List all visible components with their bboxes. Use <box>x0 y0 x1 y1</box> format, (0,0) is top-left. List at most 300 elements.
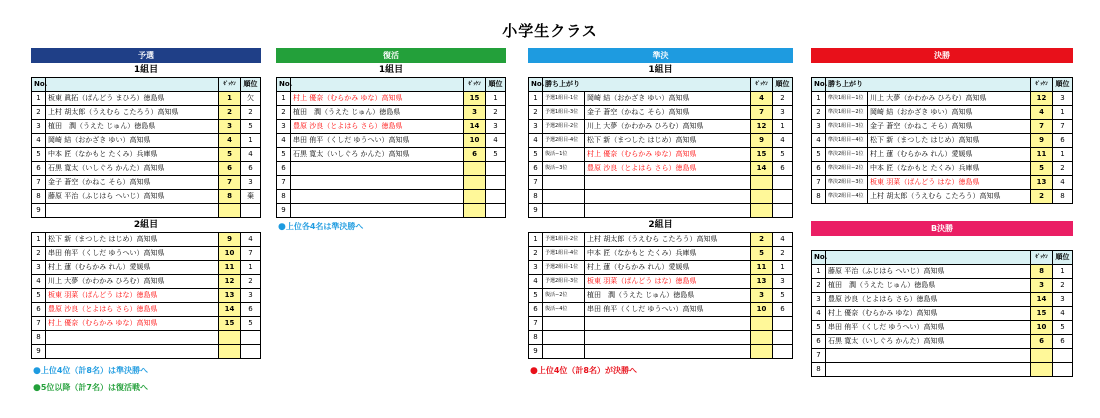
athlete-name: 上村 胡太郎（うえむら こたろう）高知県 <box>46 106 219 120</box>
row-source: 復活−1位 <box>543 148 585 162</box>
rank-cell: 5 <box>486 148 506 162</box>
rank-cell <box>773 317 793 331</box>
bib-number: 8 <box>219 190 241 204</box>
page-title: 小学生クラス <box>502 22 598 40</box>
row-number: 8 <box>529 190 543 204</box>
rank-cell: 2 <box>486 106 506 120</box>
row-number: 7 <box>32 317 46 331</box>
bib-number: 3 <box>751 289 773 303</box>
rank-cell <box>773 331 793 345</box>
row-number: 7 <box>812 349 826 363</box>
rank-cell: 3 <box>773 106 793 120</box>
athlete-name: 中本 匠（なかもと たくみ）兵庫県 <box>46 148 219 162</box>
athlete-name <box>585 317 751 331</box>
col-bib: ｾﾞｯｹﾝ <box>219 78 241 92</box>
kessho-column <box>811 48 1073 204</box>
row-number: 4 <box>529 134 543 148</box>
bib-number: 10 <box>751 303 773 317</box>
athlete-name: 板東 羽菜（ばんどう はな）徳島県 <box>868 176 1031 190</box>
table-row <box>32 247 261 261</box>
table-row <box>32 204 261 218</box>
table-row <box>529 190 793 204</box>
col-bib: ｾﾞｯｹﾝ <box>464 78 486 92</box>
bib-number: 15 <box>464 92 486 106</box>
table-row <box>529 261 793 275</box>
table-row <box>32 317 261 331</box>
bib-number <box>219 345 241 359</box>
rank-cell: 3 <box>773 275 793 289</box>
table-row <box>529 331 793 345</box>
athlete-name: 板東 眞拓（ばんどう まひろ）徳島県 <box>46 92 219 106</box>
athlete-name: 石黒 寛太（いしぐろ かんた）高知県 <box>826 335 1031 349</box>
athlete-name: 植田 潤（うえた じゅん）徳島県 <box>585 289 751 303</box>
row-source: 準決2組目−4位 <box>826 190 868 204</box>
rank-cell: 2 <box>1053 162 1073 176</box>
athlete-name: 上村 胡太郎（うえむら こたろう）高知県 <box>868 190 1031 204</box>
row-source: 準決1組目−2位 <box>826 106 868 120</box>
bib-number <box>219 204 241 218</box>
table-row <box>529 162 793 176</box>
athlete-name: 村上 優奈（むらかみ ゆな）高知県 <box>826 307 1031 321</box>
rank-cell: 6 <box>1053 134 1073 148</box>
row-source: 復活−4位 <box>543 303 585 317</box>
table-row <box>32 134 261 148</box>
athlete-name: 岡崎 結（おかざき ゆい）高知県 <box>46 134 219 148</box>
row-source: 予選2組目-1位 <box>543 261 585 275</box>
row-source: 復活−3位 <box>543 162 585 176</box>
table-row <box>812 92 1073 106</box>
bib-number: 12 <box>1031 92 1053 106</box>
athlete-name: 松下 新（まつした はじめ）高知県 <box>868 134 1031 148</box>
yosen-column <box>31 48 261 359</box>
col-no: No. <box>812 78 826 92</box>
row-number: 2 <box>32 247 46 261</box>
table-row <box>529 275 793 289</box>
row-source: 準決2組目−2位 <box>826 162 868 176</box>
athlete-name: 串田 侑平（くしだ ゆうへい）高知県 <box>46 247 219 261</box>
bib-number <box>751 317 773 331</box>
rank-cell: 1 <box>241 134 261 148</box>
row-number: 6 <box>529 303 543 317</box>
rank-cell: 1 <box>1053 106 1073 120</box>
row-number: 4 <box>529 275 543 289</box>
table-row <box>529 303 793 317</box>
row-number: 4 <box>812 134 826 148</box>
row-number: 3 <box>812 293 826 307</box>
row-number: 6 <box>277 162 291 176</box>
rank-cell: 7 <box>1053 120 1073 134</box>
rank-cell: 4 <box>773 134 793 148</box>
table-row <box>32 92 261 106</box>
rank-cell: 4 <box>241 148 261 162</box>
rank-cell: 2 <box>241 275 261 289</box>
rank-cell: 6 <box>241 162 261 176</box>
athlete-name: 石黒 寛太（いしぐろ かんた）高知県 <box>291 148 464 162</box>
row-number: 4 <box>812 307 826 321</box>
rank-cell: 8 <box>1053 190 1073 204</box>
row-number: 8 <box>277 190 291 204</box>
athlete-name <box>585 190 751 204</box>
row-source <box>543 317 585 331</box>
athlete-name <box>291 204 464 218</box>
bib-number: 9 <box>219 233 241 247</box>
athlete-name: 植田 潤（うえた じゅん）徳島県 <box>46 120 219 134</box>
rank-cell: 1 <box>486 92 506 106</box>
athlete-name: 植田 潤（うえた じゅん）徳島県 <box>291 106 464 120</box>
row-number: 3 <box>529 261 543 275</box>
row-source: 予選1組目-3位 <box>543 106 585 120</box>
athlete-name: 金子 蒼空（かねこ そら）高知県 <box>868 120 1031 134</box>
bib-number <box>464 176 486 190</box>
bib-number: 11 <box>1031 148 1053 162</box>
bib-number: 11 <box>219 261 241 275</box>
row-number: 8 <box>812 363 826 377</box>
bib-number: 10 <box>219 247 241 261</box>
row-number: 8 <box>32 190 46 204</box>
row-source: 予選2組目-4位 <box>543 134 585 148</box>
row-number: 9 <box>529 345 543 359</box>
yosen-note-1: ●上位4位（計8名）は準決勝へ <box>33 366 148 376</box>
table-row <box>277 120 506 134</box>
rank-cell: 4 <box>773 233 793 247</box>
bib-number <box>219 331 241 345</box>
row-number: 2 <box>277 106 291 120</box>
bib-number: 11 <box>751 261 773 275</box>
table-row <box>812 293 1073 307</box>
bib-number: 3 <box>464 106 486 120</box>
yosen-group1-title: 1組目 <box>133 65 159 75</box>
kessho-header: 決勝 <box>811 48 1073 63</box>
col-rank: 順位 <box>1053 78 1073 92</box>
athlete-name <box>46 204 219 218</box>
table-row <box>529 204 793 218</box>
junkessho-group1-table <box>528 77 793 218</box>
row-number: 3 <box>277 120 291 134</box>
rank-cell: 3 <box>486 120 506 134</box>
table-row <box>277 176 506 190</box>
table-row <box>812 190 1073 204</box>
athlete-name: 金子 蒼空（かねこ そら）高知県 <box>46 176 219 190</box>
col-name <box>826 251 1031 265</box>
table-row <box>32 331 261 345</box>
bib-number: 14 <box>751 162 773 176</box>
bib-number: 14 <box>1031 293 1053 307</box>
table-row <box>529 317 793 331</box>
col-rank: 順位 <box>486 78 506 92</box>
b-kessho-table <box>811 250 1073 377</box>
bib-number: 12 <box>751 120 773 134</box>
bib-number: 5 <box>751 247 773 261</box>
table-row <box>529 134 793 148</box>
yosen-note-2: ●5位以降（計7名）は復活戦へ <box>33 383 148 393</box>
athlete-name <box>826 363 1031 377</box>
bib-number <box>751 331 773 345</box>
rank-cell: 7 <box>241 247 261 261</box>
athlete-name: 板東 羽菜（ばんどう はな）徳島県 <box>585 275 751 289</box>
athlete-name: 村上 蓮（むらかみ れん）愛媛県 <box>46 261 219 275</box>
table-row <box>529 233 793 247</box>
bib-number <box>751 176 773 190</box>
row-number: 2 <box>529 106 543 120</box>
rank-cell: 1 <box>241 261 261 275</box>
row-number: 1 <box>32 233 46 247</box>
athlete-name: 松下 新（まつした はじめ）高知県 <box>46 233 219 247</box>
table-row <box>277 134 506 148</box>
rank-cell: 4 <box>486 134 506 148</box>
table-row <box>32 345 261 359</box>
table-row <box>277 92 506 106</box>
rank-cell: 6 <box>1053 335 1073 349</box>
bib-number: 2 <box>751 233 773 247</box>
row-source: 予選1組目-4位 <box>543 247 585 261</box>
athlete-name: 中本 匠（なかもと たくみ）兵庫県 <box>868 162 1031 176</box>
rank-cell: 3 <box>241 176 261 190</box>
row-number: 1 <box>812 265 826 279</box>
yosen-header: 予選 <box>31 48 261 63</box>
row-number: 5 <box>32 289 46 303</box>
table-row <box>529 106 793 120</box>
bib-number: 3 <box>1031 279 1053 293</box>
table-row <box>32 176 261 190</box>
row-number: 2 <box>529 247 543 261</box>
col-source: 勝ち上がり <box>543 78 751 92</box>
bib-number: 13 <box>1031 176 1053 190</box>
table-row <box>32 120 261 134</box>
athlete-name: 豊原 沙良（とよはら さら）徳島県 <box>826 293 1031 307</box>
row-number: 2 <box>812 106 826 120</box>
rank-cell <box>773 176 793 190</box>
athlete-name: 村上 優奈（むらかみ ゆな）高知県 <box>585 148 751 162</box>
col-name <box>46 78 219 92</box>
col-no: No. <box>277 78 291 92</box>
athlete-name: 村上 優奈（むらかみ ゆな）高知県 <box>46 317 219 331</box>
row-number: 1 <box>529 92 543 106</box>
athlete-name: 金子 蒼空（かねこ そら）高知県 <box>585 106 751 120</box>
table-row <box>277 106 506 120</box>
athlete-name: 岡崎 結（おかざき ゆい）高知県 <box>585 92 751 106</box>
row-source <box>543 176 585 190</box>
rank-cell: 6 <box>241 303 261 317</box>
athlete-name <box>291 176 464 190</box>
rank-cell: 5 <box>773 148 793 162</box>
table-row <box>277 190 506 204</box>
table-row <box>812 148 1073 162</box>
row-source: 予選2組目-3位 <box>543 275 585 289</box>
row-number: 2 <box>812 279 826 293</box>
row-number: 6 <box>812 335 826 349</box>
table-row <box>32 233 261 247</box>
table-row <box>32 162 261 176</box>
row-number: 5 <box>529 148 543 162</box>
row-number: 1 <box>812 92 826 106</box>
row-source <box>543 190 585 204</box>
bib-number: 13 <box>751 275 773 289</box>
rank-cell: 1 <box>773 261 793 275</box>
table-row <box>812 120 1073 134</box>
table-row <box>529 247 793 261</box>
table-row <box>812 363 1073 377</box>
rank-cell: 6 <box>773 303 793 317</box>
rank-cell: 4 <box>1053 176 1073 190</box>
table-row <box>812 279 1073 293</box>
rank-cell <box>241 204 261 218</box>
table-row <box>277 148 506 162</box>
table-row <box>529 176 793 190</box>
rank-cell: 棄 <box>241 190 261 204</box>
col-bib: ｾﾞｯｹﾝ <box>751 78 773 92</box>
bib-number <box>1031 349 1053 363</box>
athlete-name <box>585 176 751 190</box>
rank-cell <box>1053 349 1073 363</box>
rank-cell: 3 <box>241 289 261 303</box>
col-rank: 順位 <box>241 78 261 92</box>
rank-cell <box>773 345 793 359</box>
row-number: 9 <box>277 204 291 218</box>
athlete-name <box>46 345 219 359</box>
row-number: 9 <box>32 204 46 218</box>
athlete-name: 松下 新（まつした はじめ）高知県 <box>585 134 751 148</box>
table-row <box>812 307 1073 321</box>
col-no: No. <box>32 78 46 92</box>
table-row <box>812 106 1073 120</box>
athlete-name: 板東 羽菜（ばんどう はな）徳島県 <box>46 289 219 303</box>
athlete-name: 川上 大夢（かわかみ ひろむ）高知県 <box>46 275 219 289</box>
yosen-group2-title: 2組目 <box>133 220 159 230</box>
bib-number <box>751 190 773 204</box>
yosen-group1-table <box>31 77 261 218</box>
rank-cell <box>241 331 261 345</box>
rank-cell: 4 <box>1053 307 1073 321</box>
rank-cell: 3 <box>1053 92 1073 106</box>
bib-number: 7 <box>219 176 241 190</box>
row-source <box>543 331 585 345</box>
bib-number <box>1031 363 1053 377</box>
athlete-name <box>826 349 1031 363</box>
row-number: 8 <box>32 331 46 345</box>
athlete-name: 串田 侑平（くしだ ゆうへい）高知県 <box>585 303 751 317</box>
table-row <box>812 349 1073 363</box>
rank-cell <box>486 176 506 190</box>
bib-number: 13 <box>219 289 241 303</box>
junkessho-group2-table <box>528 232 793 359</box>
row-number: 7 <box>529 176 543 190</box>
rank-cell: 5 <box>241 317 261 331</box>
row-number: 2 <box>32 106 46 120</box>
row-number: 1 <box>32 92 46 106</box>
athlete-name: 串田 侑平（くしだ ゆうへい）高知県 <box>291 134 464 148</box>
athlete-name: 豊原 沙良（とよはら さら）徳島県 <box>291 120 464 134</box>
table-row <box>812 134 1073 148</box>
row-number: 5 <box>32 148 46 162</box>
table-row <box>277 162 506 176</box>
bib-number: 5 <box>1031 162 1053 176</box>
row-number: 6 <box>812 162 826 176</box>
row-source: 準決1組目−1位 <box>826 92 868 106</box>
rank-cell: 2 <box>773 92 793 106</box>
row-number: 6 <box>32 303 46 317</box>
rank-cell: 2 <box>1053 279 1073 293</box>
table-row <box>812 176 1073 190</box>
row-number: 7 <box>529 317 543 331</box>
bib-number: 15 <box>751 148 773 162</box>
table-row <box>32 148 261 162</box>
row-number: 9 <box>529 204 543 218</box>
athlete-name <box>46 331 219 345</box>
rank-cell: 2 <box>773 247 793 261</box>
table-row <box>32 190 261 204</box>
row-number: 3 <box>32 261 46 275</box>
col-bib: ｾﾞｯｹﾝ <box>1031 78 1053 92</box>
b-kessho-header: B決勝 <box>811 221 1073 236</box>
athlete-name: 村上 蓮（むらかみ れん）愛媛県 <box>868 148 1031 162</box>
rank-cell <box>241 345 261 359</box>
junkessho-group1-title: 1組目 <box>648 65 673 75</box>
bib-number: 5 <box>219 148 241 162</box>
rank-cell: 1 <box>1053 265 1073 279</box>
athlete-name: 川上 大夢（かわかみ ひろむ）高知県 <box>585 120 751 134</box>
bib-number: 2 <box>1031 190 1053 204</box>
row-number: 5 <box>277 148 291 162</box>
athlete-name: 川上 大夢（かわかみ ひろむ）高知県 <box>868 92 1031 106</box>
bib-number <box>751 345 773 359</box>
bib-number: 3 <box>219 120 241 134</box>
athlete-name: 串田 侑平（くしだ ゆうへい）高知県 <box>826 321 1031 335</box>
athlete-name: 村上 優奈（むらかみ ゆな）高知県 <box>291 92 464 106</box>
table-row <box>812 335 1073 349</box>
col-bib: ｾﾞｯｹﾝ <box>1031 251 1053 265</box>
bib-number: 14 <box>219 303 241 317</box>
row-source <box>543 345 585 359</box>
table-row <box>277 204 506 218</box>
bib-number: 6 <box>1031 335 1053 349</box>
rank-cell: 5 <box>241 120 261 134</box>
fukkatsu-header: 復活 <box>276 48 506 63</box>
row-number: 8 <box>812 190 826 204</box>
athlete-name <box>585 345 751 359</box>
bib-number: 6 <box>219 162 241 176</box>
bib-number: 9 <box>1031 134 1053 148</box>
bib-number <box>751 204 773 218</box>
bib-number: 7 <box>751 106 773 120</box>
row-source: 準決2組目−3位 <box>826 176 868 190</box>
athlete-name: 上村 胡太郎（うえむら こたろう）高知県 <box>585 233 751 247</box>
bib-number: 12 <box>219 275 241 289</box>
row-source: 復活−2位 <box>543 289 585 303</box>
row-number: 5 <box>812 321 826 335</box>
athlete-name: 豊原 沙良（とよはら さら）徳島県 <box>46 303 219 317</box>
table-row <box>812 321 1073 335</box>
row-number: 4 <box>277 134 291 148</box>
rank-cell: 1 <box>1053 148 1073 162</box>
athlete-name <box>585 331 751 345</box>
col-no: No. <box>529 78 543 92</box>
row-number: 3 <box>529 120 543 134</box>
bib-number: 4 <box>751 92 773 106</box>
table-row <box>812 162 1073 176</box>
athlete-name <box>585 204 751 218</box>
bib-number: 15 <box>1031 307 1053 321</box>
fukkatsu-column <box>276 48 506 218</box>
bib-number: 8 <box>1031 265 1053 279</box>
athlete-name: 藤原 平治（ふじはら へいじ）高知県 <box>826 265 1031 279</box>
junkessho-column <box>528 48 793 359</box>
rank-cell: 6 <box>773 162 793 176</box>
bib-number: 4 <box>1031 106 1053 120</box>
table-row <box>32 275 261 289</box>
table-row <box>32 261 261 275</box>
rank-cell <box>773 190 793 204</box>
bib-number: 15 <box>219 317 241 331</box>
